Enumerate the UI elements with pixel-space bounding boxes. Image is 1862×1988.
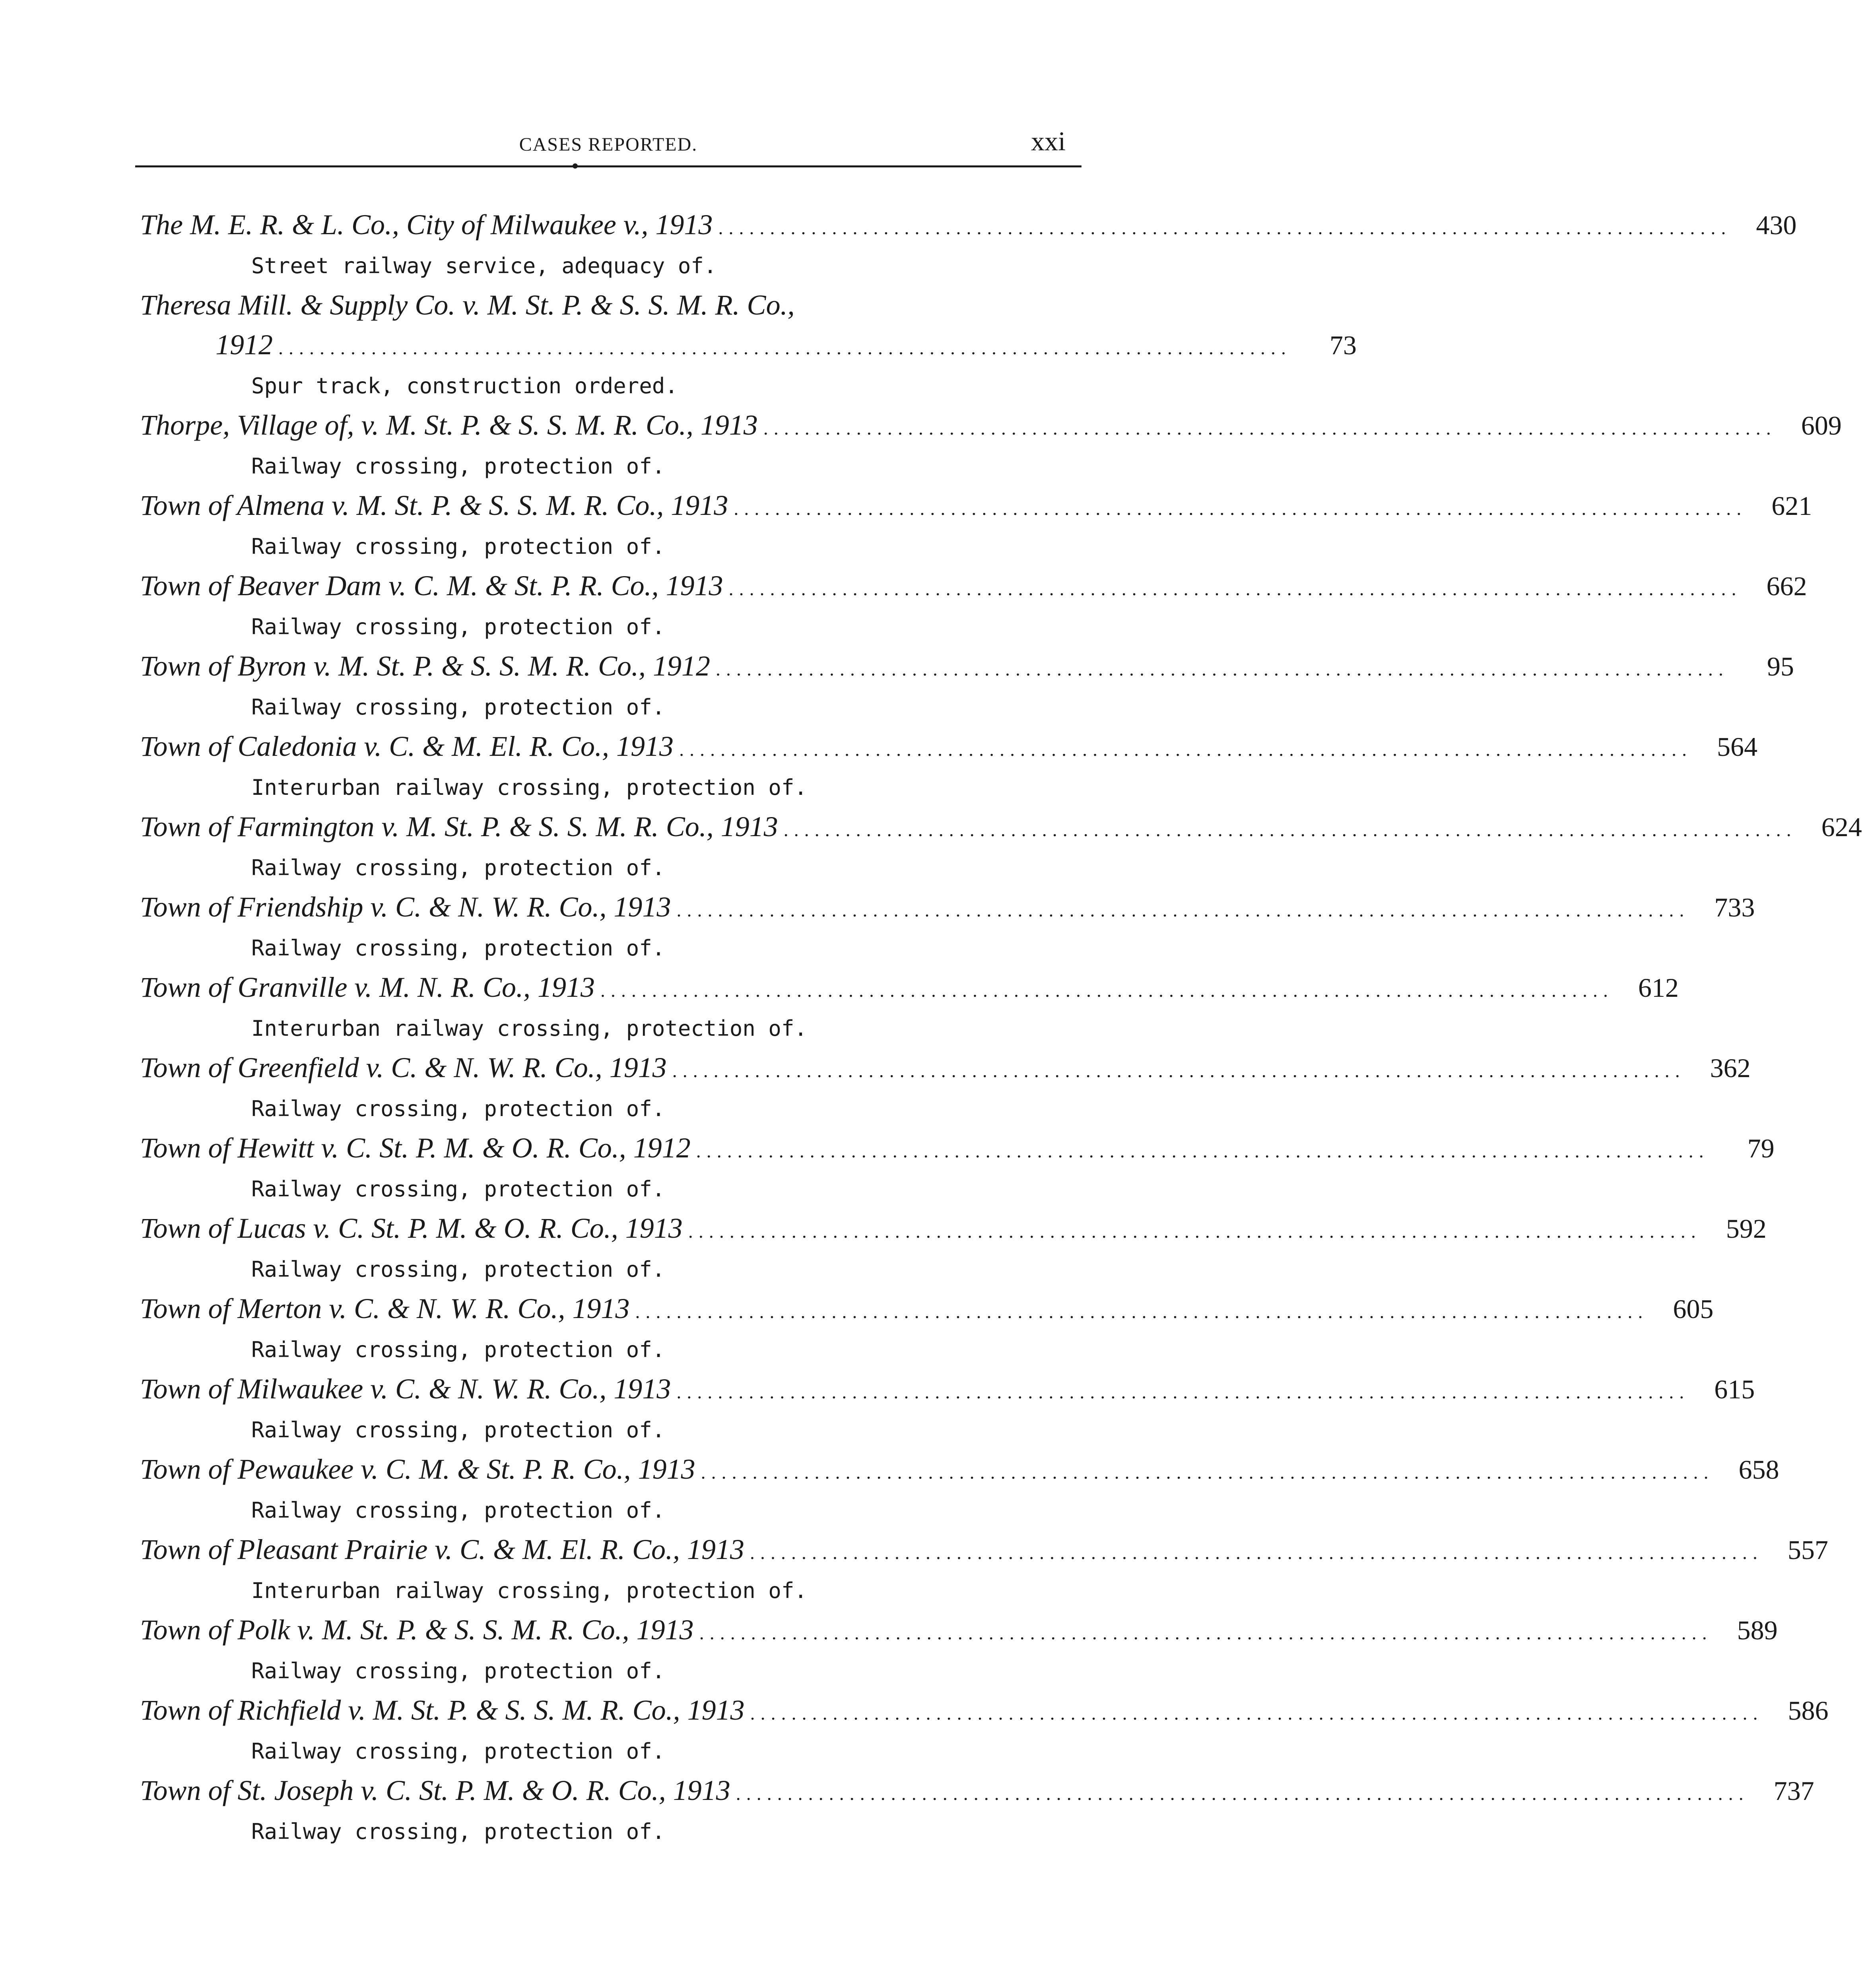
- case-subject: Street railway service, adequacy of.: [251, 253, 717, 278]
- case-title: Town of Beaver Dam v. C. M. & St. P. R. Co., 1913: [140, 570, 723, 602]
- dot-leader: ..................................................................................................: [783, 819, 1797, 841]
- case-page-number: 658: [1738, 1454, 1779, 1485]
- case-subject: Railway crossing, protection of.: [251, 1658, 665, 1683]
- dot-leader: ..................................................................................................: [716, 659, 1729, 680]
- case-entry: [140, 1208, 1767, 1289]
- case-title: Town of Greenfield v. C. & N. W. R. Co., 1913: [140, 1052, 667, 1083]
- case-page-number: 95: [1767, 651, 1794, 681]
- case-page-number: 733: [1714, 892, 1755, 922]
- case-entry: [140, 807, 1862, 887]
- dot-leader: ..................................................................................................: [699, 1623, 1712, 1644]
- case-subject: Railway crossing, protection of.: [251, 1498, 665, 1523]
- dot-leader: ..................................................................................................: [679, 739, 1693, 760]
- case-entry: [140, 726, 1758, 807]
- page-folio: xxi: [1031, 126, 1066, 156]
- header-rule: [135, 165, 1081, 167]
- case-title: Town of Pleasant Prairie v. C. & M. El. R. Co., 1913: [140, 1534, 745, 1565]
- case-subject: Railway crossing, protection of.: [251, 1176, 665, 1202]
- case-title: Town of Friendship v. C. & N. W. R. Co., 1913: [140, 891, 671, 923]
- case-entry: [140, 485, 1812, 566]
- case-title: The M. E. R. & L. Co., City of Milwaukee v., 1913: [140, 209, 713, 241]
- case-page-number: 73: [1330, 330, 1357, 360]
- case-title: Town of Caledonia v. C. & M. El. R. Co., 1913: [140, 730, 674, 762]
- dot-leader: ..................................................................................................: [736, 1783, 1749, 1804]
- dot-leader: ..................................................................................................: [696, 1141, 1709, 1162]
- case-subject: Interurban railway crossing, protection of.: [251, 775, 807, 800]
- case-entry: [140, 205, 1797, 285]
- case-subject: Railway crossing, protection of.: [251, 855, 665, 880]
- case-entry: [140, 285, 1357, 405]
- case-entry: [140, 1530, 1829, 1610]
- dot-leader: ..................................................................................................: [688, 1221, 1701, 1242]
- case-title: Town of Merton v. C. & N. W. R. Co., 1913: [140, 1293, 630, 1324]
- case-subject: Railway crossing, protection of.: [251, 534, 665, 559]
- case-title: Town of Granville v. M. N. R. Co., 1913: [140, 971, 595, 1003]
- case-entry: [140, 1449, 1779, 1530]
- dot-leader: ..................................................................................................: [718, 217, 1732, 239]
- case-entry: [140, 1771, 1814, 1851]
- dot-leader: ..................................................................................................: [763, 418, 1777, 439]
- case-title: Town of Milwaukee v. C. & N. W. R. Co., 1913: [140, 1373, 671, 1405]
- case-subject: Railway crossing, protection of.: [251, 695, 665, 720]
- case-entry: [140, 1369, 1755, 1449]
- case-subject: Interurban railway crossing, protection of.: [251, 1016, 807, 1041]
- case-page-number: 430: [1756, 210, 1797, 240]
- dot-leader: ..................................................................................................: [635, 1301, 1648, 1322]
- dot-leader: ..................................................................................................: [676, 900, 1690, 921]
- dot-leader: ..................................................................................................: [278, 338, 1291, 359]
- case-page-number: 662: [1766, 571, 1807, 601]
- case-subject: Railway crossing, protection of.: [251, 936, 665, 961]
- dot-leader: ..................................................................................................: [750, 1542, 1763, 1563]
- case-page-number: 609: [1801, 410, 1842, 441]
- case-page-number: 79: [1747, 1133, 1775, 1163]
- case-page-number: 592: [1726, 1213, 1767, 1244]
- case-entry: [140, 1289, 1714, 1369]
- case-subject: Railway crossing, protection of.: [251, 1096, 665, 1121]
- case-title: Town of Lucas v. C. St. P. M. & O. R. Co., 1913: [140, 1212, 683, 1244]
- dot-leader: ..................................................................................................: [676, 1382, 1690, 1403]
- case-page-number: 615: [1714, 1374, 1755, 1404]
- case-page-number: 737: [1773, 1776, 1814, 1806]
- case-entry: [140, 887, 1755, 967]
- case-title: Town of Hewitt v. C. St. P. M. & O. R. Co., 1912: [140, 1132, 691, 1164]
- case-subject: Railway crossing, protection of.: [251, 1417, 665, 1442]
- case-subject: Railway crossing, protection of.: [251, 614, 665, 639]
- case-page-number: 589: [1737, 1615, 1778, 1645]
- dot-leader: ..................................................................................................: [672, 1060, 1685, 1081]
- case-entry: [140, 646, 1794, 726]
- case-entry: [140, 405, 1842, 485]
- dot-leader: ..................................................................................................: [728, 579, 1742, 600]
- case-title-continuation: 1912: [216, 329, 273, 361]
- dot-leader: ..................................................................................................: [701, 1462, 1714, 1483]
- case-entry: [140, 566, 1807, 646]
- case-subject: Railway crossing, protection of.: [251, 454, 665, 479]
- document-page: [135, 119, 1862, 1908]
- case-page-number: 612: [1638, 973, 1679, 1003]
- running-head: CASES REPORTED.: [519, 134, 698, 155]
- case-index-list: [140, 205, 1862, 1851]
- case-entry: [140, 1610, 1778, 1690]
- case-entry: [140, 1128, 1775, 1208]
- dot-leader: ..................................................................................................: [600, 980, 1614, 1001]
- case-title: Town of Polk v. M. St. P. & S. S. M. R. Co., 1913: [140, 1614, 694, 1646]
- case-page-number: 564: [1717, 732, 1758, 762]
- case-page-number: 624: [1821, 812, 1862, 842]
- case-entry: [140, 967, 1679, 1048]
- case-title: Town of Byron v. M. St. P. & S. S. M. R. Co., 1912: [140, 650, 711, 682]
- case-entry: [140, 1690, 1829, 1771]
- case-title: Town of Pewaukee v. C. M. & St. P. R. Co., 1913: [140, 1453, 695, 1485]
- dot-leader: ..................................................................................................: [734, 498, 1747, 519]
- case-page-number: 362: [1710, 1053, 1751, 1083]
- case-subject: Interurban railway crossing, protection of.: [251, 1578, 807, 1603]
- case-title: Thorpe, Village of, v. M. St. P. & S. S. M. R. Co., 1913: [140, 409, 758, 441]
- case-subject: Railway crossing, protection of.: [251, 1257, 665, 1282]
- case-entry: [140, 1048, 1751, 1128]
- case-page-number: 557: [1788, 1535, 1829, 1565]
- case-title: Town of Farmington v. M. St. P. & S. S. M. R. Co., 1913: [140, 811, 778, 843]
- case-page-number: 605: [1673, 1294, 1714, 1324]
- dot-leader: ..................................................................................................: [750, 1703, 1763, 1724]
- page-header: [135, 119, 1081, 163]
- case-page-number: 586: [1788, 1695, 1829, 1726]
- case-subject: Railway crossing, protection of.: [251, 1337, 665, 1362]
- case-page-number: 621: [1771, 491, 1812, 521]
- case-title: Theresa Mill. & Supply Co. v. M. St. P. & S. S. M. R. Co.,: [140, 289, 795, 321]
- case-subject: Spur track, construction ordered.: [251, 373, 678, 398]
- header-rule-ornament: [573, 163, 578, 169]
- case-title: Town of Richfield v. M. St. P. & S. S. M. R. Co., 1913: [140, 1694, 745, 1726]
- case-subject: Railway crossing, protection of.: [251, 1819, 665, 1844]
- case-title: Town of St. Joseph v. C. St. P. M. & O. R. Co., 1913: [140, 1774, 730, 1806]
- case-subject: Railway crossing, protection of.: [251, 1739, 665, 1764]
- case-title: Town of Almena v. M. St. P. & S. S. M. R. Co., 1913: [140, 489, 728, 521]
